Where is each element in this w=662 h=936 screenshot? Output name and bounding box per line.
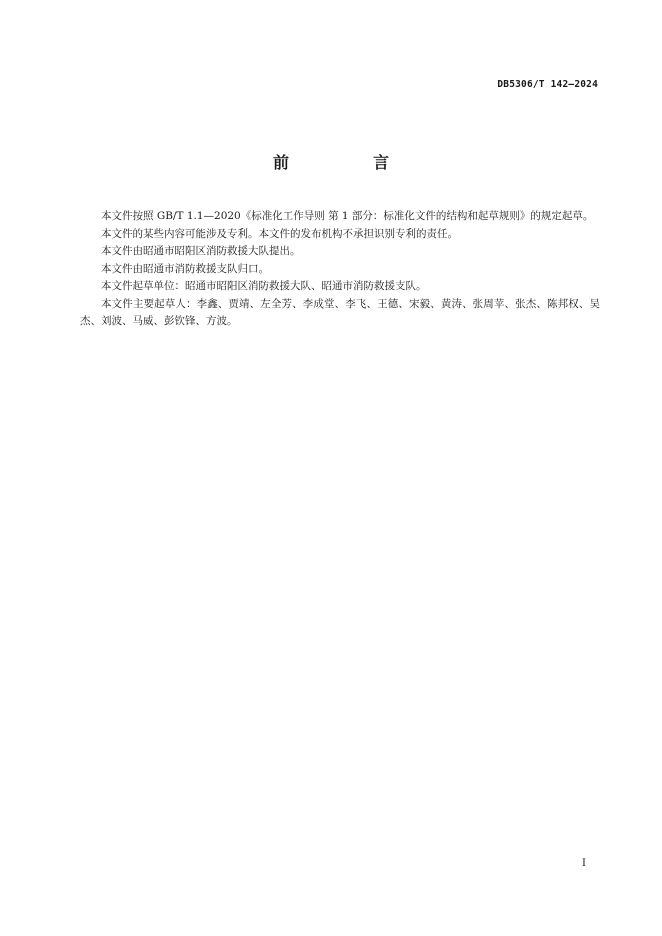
document-code: DB5306/T 142—2024 xyxy=(497,79,598,90)
paragraph-drafting-units: 本文件起草单位：昭通市昭阳区消防救援大队、昭通市消防救援支队。 xyxy=(101,280,427,292)
paragraph-drafting-rules: 本文件按照 GB/T 1.1—2020《标准化工作导则 第 1 部分：标准化文件的结构和起草规则》的规定起草。 xyxy=(101,210,594,222)
paragraph-drafters: 本文件主要起草人：李鑫、贾靖、左全芳、李成堂、李飞、王德、宋毅、黄涛、张周苹、张杰、陈邦权、吴杰、刘波、马威、彭钦锋、方波。 xyxy=(80,297,600,327)
page-number: I xyxy=(582,858,586,869)
foreword-body xyxy=(80,208,600,331)
paragraph-under-jurisdiction: 本文件由昭通市消防救援支队归口。 xyxy=(101,262,269,275)
paragraph-patent-notice: 本文件的某些内容可能涉及专利。本文件的发布机构不承担识别专利的责任。 xyxy=(101,227,458,240)
page-title: 前 言 xyxy=(272,153,423,172)
paragraph-proposed-by: 本文件由昭通市昭阳区消防救援大队提出。 xyxy=(101,245,301,257)
